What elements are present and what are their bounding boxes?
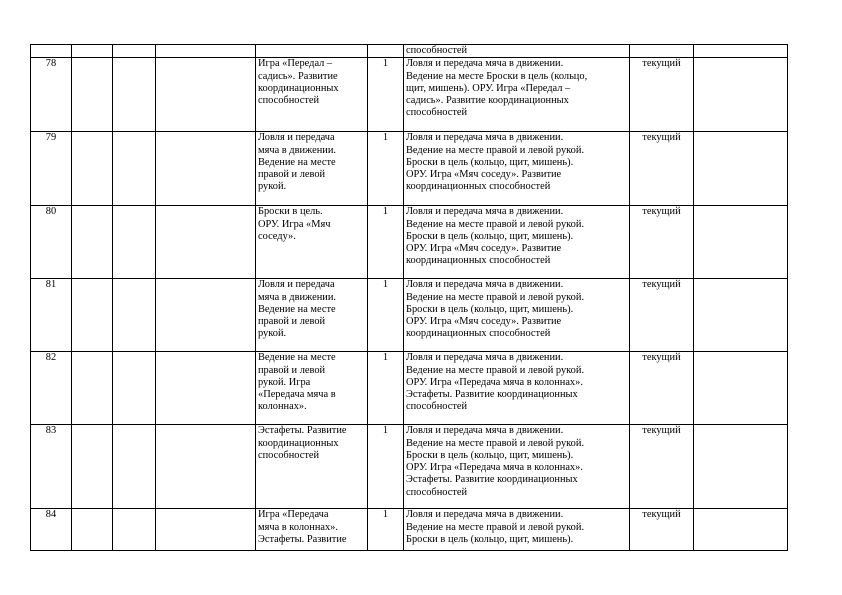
cell-date-fact — [113, 132, 156, 206]
cell-num: 78 — [31, 58, 72, 132]
cell-section — [156, 45, 256, 58]
cell-control: текущий — [630, 58, 694, 132]
cell-hours: 1 — [368, 425, 404, 509]
lesson-plan-table — [30, 44, 788, 551]
cell-topic: Игра «Передал – садись». Развитие координационных способностей — [256, 58, 368, 132]
cell-date-plan — [72, 206, 113, 279]
cell-hours: 1 — [368, 58, 404, 132]
table-row — [31, 509, 788, 551]
cell-num: 83 — [31, 425, 72, 509]
cell-topic: Ловля и передача мяча в движении. Ведение на месте правой и левой рукой. — [256, 279, 368, 352]
cell-notes — [694, 352, 788, 425]
cell-hours: 1 — [368, 279, 404, 352]
cell-topic: Ведение на месте правой и левой рукой. Игра «Передача мяча в колоннах». — [256, 352, 368, 425]
cell-section — [156, 425, 256, 509]
cell-topic: Эстафеты. Развитие координационных способностей — [256, 425, 368, 509]
cell-section — [156, 279, 256, 352]
cell-topic: Броски в цель. ОРУ. Игра «Мяч соседу». — [256, 206, 368, 279]
cell-date-fact — [113, 352, 156, 425]
cell-content: Ловля и передача мяча в движении. Ведение на месте правой и левой рукой. Броски в цель (кольцо, щит, мишень). ОРУ. Игра «Передача мяча в колоннах». Эстафеты. Развитие координационных способностей — [404, 425, 630, 509]
cell-content: Ловля и передача мяча в движении. Ведение на месте правой и левой рукой. Броски в цель (кольцо, щит, мишень). ОРУ. Игра «Мяч соседу». Развитие координационных способностей — [404, 279, 630, 352]
cell-notes — [694, 509, 788, 551]
cell-control: текущий — [630, 509, 694, 551]
cell-num — [31, 45, 72, 58]
table-row — [31, 352, 788, 425]
cell-date-plan — [72, 132, 113, 206]
cell-control: текущий — [630, 352, 694, 425]
cell-date-plan — [72, 425, 113, 509]
cell-notes — [694, 425, 788, 509]
cell-content: Ловля и передача мяча в движении. Ведение на месте правой и левой рукой. ОРУ. Игра «Передача мяча в колоннах». Эстафеты. Развитие координационных способностей — [404, 352, 630, 425]
cell-num: 79 — [31, 132, 72, 206]
cell-num: 81 — [31, 279, 72, 352]
cell-date-plan — [72, 509, 113, 551]
cell-hours: 1 — [368, 352, 404, 425]
cell-topic — [256, 45, 368, 58]
cell-notes — [694, 206, 788, 279]
cell-notes — [694, 45, 788, 58]
cell-content: Ловля и передача мяча в движении. Ведение на месте правой и левой рукой. Броски в цель (кольцо, щит, мишень). ОРУ. Игра «Мяч соседу». Развитие координационных способностей — [404, 206, 630, 279]
cell-control: текущий — [630, 132, 694, 206]
table-row — [31, 58, 788, 132]
cell-date-plan — [72, 45, 113, 58]
cell-section — [156, 132, 256, 206]
cell-hours — [368, 45, 404, 58]
cell-hours: 1 — [368, 206, 404, 279]
cell-content: Ловля и передача мяча в движении. Ведение на месте правой и левой рукой. Броски в цель (кольцо, щит, мишень). ОРУ. Игра «Мяч соседу». Развитие координационных способностей — [404, 132, 630, 206]
cell-notes — [694, 132, 788, 206]
cell-date-fact — [113, 58, 156, 132]
cell-date-plan — [72, 352, 113, 425]
cell-date-plan — [72, 58, 113, 132]
cell-num: 80 — [31, 206, 72, 279]
cell-control: текущий — [630, 206, 694, 279]
cell-date-fact — [113, 45, 156, 58]
cell-control: текущий — [630, 279, 694, 352]
cell-notes — [694, 58, 788, 132]
cell-date-fact — [113, 279, 156, 352]
cell-hours: 1 — [368, 132, 404, 206]
cell-section — [156, 58, 256, 132]
cell-topic: Игра «Передача мяча в колоннах». Эстафеты. Развитие — [256, 509, 368, 551]
cell-notes — [694, 279, 788, 352]
cell-section — [156, 509, 256, 551]
table-row — [31, 279, 788, 352]
cell-section — [156, 352, 256, 425]
table-row-continued — [31, 45, 788, 58]
table-row — [31, 206, 788, 279]
cell-num: 82 — [31, 352, 72, 425]
cell-content: Ловля и передача мяча в движении. Ведение на месте Броски в цель (кольцо, щит, мишень). ОРУ. Игра «Передал – садись». Развитие координационных способностей — [404, 58, 630, 132]
cell-date-plan — [72, 279, 113, 352]
cell-date-fact — [113, 509, 156, 551]
cell-hours: 1 — [368, 509, 404, 551]
cell-control: текущий — [630, 425, 694, 509]
table-row — [31, 132, 788, 206]
cell-content: способностей — [404, 45, 630, 58]
cell-section — [156, 206, 256, 279]
cell-date-fact — [113, 206, 156, 279]
cell-topic: Ловля и передача мяча в движении. Ведение на месте правой и левой рукой. — [256, 132, 368, 206]
cell-date-fact — [113, 425, 156, 509]
cell-num: 84 — [31, 509, 72, 551]
table-row — [31, 425, 788, 509]
cell-content: Ловля и передача мяча в движении. Ведение на месте правой и левой рукой. Броски в цель (кольцо, щит, мишень). — [404, 509, 630, 551]
cell-control — [630, 45, 694, 58]
